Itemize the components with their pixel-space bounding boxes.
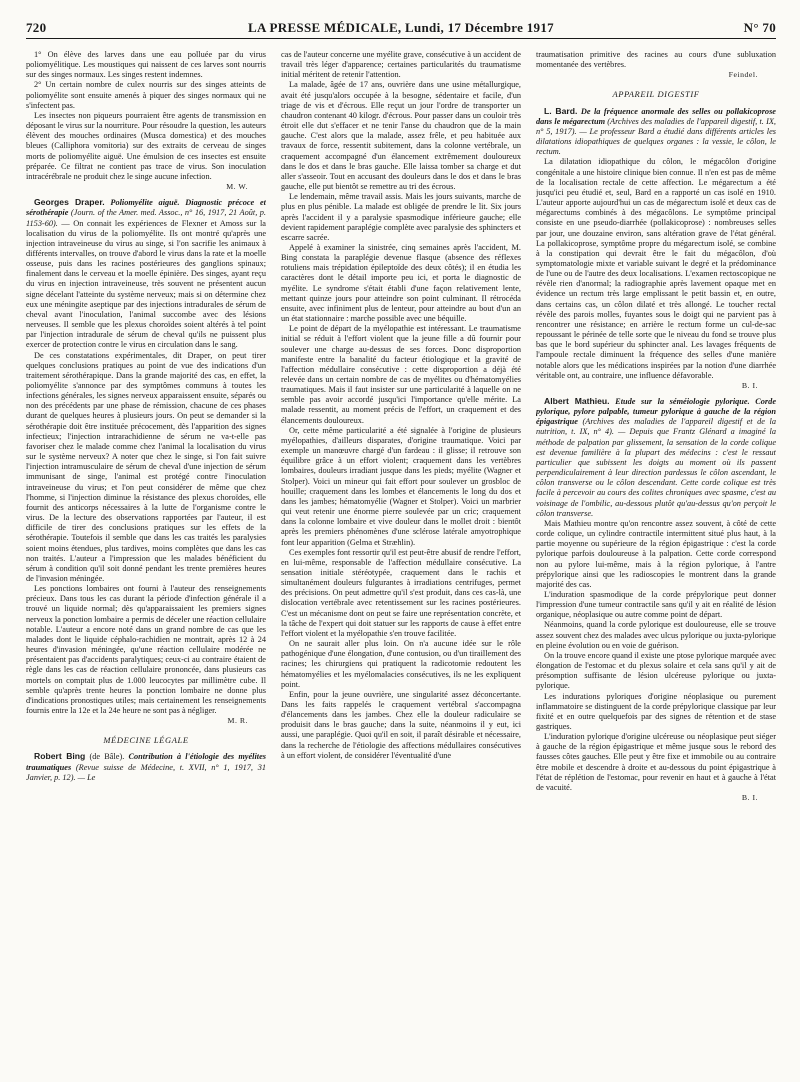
signature: Feindel. — [728, 70, 758, 80]
article-reference: (Archives des maladies de l'appareil digestif et de la nutrition, t. IX, n° 4). — Depuis que Frantz Glénard a imaginé la méthode de palpation par glissement, la sensation de la corde colique est devenue familière à la plupart des médecins : c'est le ressaut particulier que subissent les doigts au moment où ils passent perpendiculairement à leur direction pardessus le côlon ascendant, le côlon transverse ou le côlon descendant. Cette corde colique est très facile à percevoir au cours des colites chroniques avec spasme, c'est au voisinage de l'ombilic, au-dessous plutôt qu'au-dessus qu'on perçoit le côlon transverse. — [536, 417, 776, 518]
paragraph: cas de l'auteur concerne une myélite grave, consécutive à un accident de travail très léger d'apparence; certaines particularités du traumatisme initial méritent de retenir l'attention. — [281, 50, 521, 80]
paragraph: Or, cette même particularité a été signalée à l'origine de plusieurs myélopathies, d'ailleurs disparates, d'origine traumatique. Voici par exemple un manœuvre chargé d'un fardeau : il glisse; il retrouve son équilibre grâce à un effort violent; craquement dans les vertèbres lombaires, douleurs irradiant jusque dans les pieds; myélite (Wagner et Stolper). Voici un mineur qui fait effort pour soulever un grosbloc de houille; craquement dans les lombes et élancements le long du dos et dans les jambes; hématomyélie (Wagner et Stolper). Voici un marbrier qui veut retenir une énorme pierre soulevée par un cric; craquement dans la colonne lombaire et vive douleur dans le mollet droit : bientôt après les premiers phénomènes d'une sclérose latérale amyotrophique font leur apparition (Gelma et Stræhlin). — [281, 425, 521, 547]
article-author: Albert Mathieu. — [544, 396, 610, 406]
article-author: Georges Draper. — [34, 197, 105, 208]
article-author: L. Bard. — [544, 105, 578, 116]
paragraph: De ces constatations expérimentales, dit Draper, on peut tirer quelques conclusions pratiques au point de vue des indications d'un traitement sérothérapique. Dans la grande majorité des cas, en effet, la poliomyélite s'annonce par des symptômes communs à toutes les infections générales, les signes nerveux apparaissent ensuite, séparés ou non des précédents par une phase de rémission, chacune de ces phases durant de quelques heures à plusieurs jours. On peut se demander si la sérothérapie doit être instituée précocement, dès l'apparition des signes infectieux; l'injection intrarachidienne de sérum ne va-t-elle pas favoriser chez le malade comme chez l'animal la localisation du virus sur le système nerveux? A noter que chez le singe, si l'on fait suivre l'injection intramusculaire de sérum de cheval d'une injection de sérum immunisant de singe, l'animal est protégé contre l'inoculation intraveineuse du virus; et l'on peut considérer de même que chez l'homme, si l'injection diminue la résistance des plexus choroïdes, elle fournit des anticorps nécessaires à la lutte de l'organisme contre le virus. De la lecture des observations rapportées par l'auteur, il est difficile de tirer des conclusions pratiques sur les effets de la sérothérapie. Toutefois il semble que dans les cas traités les paralysies soient moins étendues, plus tardives, moins complètes que dans les cas non traités. L'auteur a l'impression que les malades bénéficient du sérum à condition qu'il soit donné pendant les trente premières heures de l'invasion méningée. — [26, 350, 266, 583]
paragraph: Mais Mathieu montre qu'on rencontre assez souvent, à côté de cette corde colique, un cylindre contractile intermittent situé plus haut, à la partie moyenne ou supérieure de la région épigastrique : c'est la corde pylorique parfois douloureuse à la palpation. Cette corde correspond non au pylore lui-même, mais à la région pylorique, à l'antre prépylorique ainsi que les radioscopies le montrent dans la grande majorité des cas. — [536, 518, 776, 589]
signature: M. W. — [226, 182, 248, 192]
section-heading: APPAREIL DIGESTIF — [612, 89, 700, 100]
article-title: Poliomyélite aiguë. Diagnostic précoce et sérothérapie — [26, 198, 266, 218]
paragraph: Ces exemples font ressortir qu'il est peut-être abusif de rendre l'effort, en lui-même, responsable de l'affection médullaire consécutive. La sensation initiale stéréotypée, craquement dans le rachis et simultanément douleurs fulgurantes à irradiations centrifuges, permet des précisions. On peut admettre qu'il s'est produit, dans ces cas-là, une dislocation vertébrale avec retentissement sur les racines postérieures. C'est un mécanisme dont on peut se faire une représentation concrète, et la tâche de l'expert qui doit statuer sur les rapports de cause à effet entre l'effort violent et la myélopathie s'en trouve facilitée. — [281, 547, 521, 638]
article-title: Etude sur la séméiologie pylorique. Corde pylorique, pylore palpable, tumeur pylorique à gauche de la région épigastrique — [536, 397, 776, 427]
paragraph: 1° On élève des larves dans une eau polluée par du virus poliomyélitique. Les moustiques qui naissent de ces larves sont nourris sur des singes normaux. Les singes restent indemnes. — [26, 50, 266, 80]
article-intro — [536, 106, 776, 158]
paragraph: Le point de départ de la myélopathie est intéressant. Le traumatisme initial se réduit à l'effort violent que la jeune fille a dû fournir pour soulever une charge au-dessus de ses forces. Donc disproportion manifeste entre la banalité du facteur étiologique et la gravité de l'affection médullaire consécutive : cette disproportion a déjà été relevée dans un certain nombre de cas de myélites ou d'hématomyélies traumatiques. Mais il faut insister sur une particularité à laquelle on ne semble pas avoir accordé jusqu'ici l'importance qu'elle mérite. La malade ressentit, au moment précis de l'effort, un craquement et des élancements douloureux. — [281, 324, 521, 425]
signature: M. R. — [227, 716, 248, 726]
journal-page — [26, 20, 776, 1070]
issue-number: N° 70 — [743, 20, 776, 35]
paragraph: Les insectes non piqueurs pourraient être agents de transmission en déposant le virus sur la nourriture. Pour résoudre la question, les auteurs élèvent des mouches ordinaires (Musca domestica) et des mouches bleues (Calliphora vomitoria) sur des extraits de cerveau de singes morts de poliomyélite aiguë. Une émulsion de ces insectes est ensuite préparée. Ce filtrat ne contient pas trace de virus. Son inoculation intracérébrale ne produit chez le singe aucune infection. — [26, 110, 266, 181]
paragraph: L'induration pylorique d'origine ulcéreuse ou néoplasique peut siéger à gauche de la région épigastrique et même jusque sous le rebord des fausses côtes gauches. Elle peut y être fixe et immobile ou au contraire être mobile et descendre à droite et au-dessous du point épigastrique à l'état de réplétion de l'estomac, pour revenir en haut et à gauche à l'état de vacuité. — [536, 732, 776, 792]
article-intro — [536, 396, 776, 519]
article-reference: (Revue suisse de Médecine, t. XVII, n° 1, 1917, 31 Janvier, p. 12). — Le — [26, 762, 266, 782]
column-right — [536, 50, 776, 1070]
author-location: (de Bâle). — [89, 752, 125, 762]
paragraph: L'induration spasmodique de la corde prépylorique peut donner l'impression d'une tumeur contractile sans qu'il y ait en réalité de lésion organique, néoplasique ou autre comme point de départ. — [536, 589, 776, 620]
paragraph: Les ponctions lombaires ont fourni à l'auteur des renseignements précieux. Dans tous les cas durant la période d'infection générale il a trouvé un liquide normal; dès qu'apparaissaient les premiers signes nerveux la ponction lombaire a permis de déceler une réaction cellulaire notable. L'auteur a encore noté dans un grand nombre de cas que les malades dont le liquide céphalo-rachidien ne montrait, après 12 à 24 heures d'invasion méningée, qu'une réaction cellulaire modérée ne présentaient pas d'accidents paralytiques; ceux-ci au contraire étaient de règle dans les cas de réaction cellulaire prononcée, dans plusieurs cas mortels on comptait plus de 1.000 leucocytes par millimètre cube. Il semble qu'après trente heures la ponction lombaire ne donne plus d'indications pronostiques utiles; mais certainement les renseignements fournis entre la 12e et la 24e heure ne sont pas à négliger. — [26, 584, 266, 715]
paragraph: On la trouve encore quand il existe une ptose pylorique marquée avec élongation de l'estomac et du plexus solaire et cela sans qu'il y ait de présomption suffisante de lésion ulcéreuse pylorique ou juxta-pylorique. — [536, 650, 776, 691]
paragraph: Le lendemain, même travail assis. Mais les jours suivants, marche de plus en plus pénible. La malade est obligée de prendre le lit. Six jours après l'accident il y a paralysie spasmodique inférieure gauche; elle devient rapidement paraplégie complète avec paralysie des sphincters et escarre sacrée. — [281, 192, 521, 242]
article-title: De la fréquence anormale des selles ou pollakicoprose dans le mégarectum — [536, 106, 776, 126]
page-number: 720 — [26, 20, 47, 35]
section-heading: MÉDECINE LÉGALE — [103, 735, 189, 746]
paragraph: La malade, âgée de 17 ans, ouvrière dans une usine métallurgique, avait été jusqu'alors occupée à la besogne, sédentaire et facile, d'un triage de vis et d'écrous. Elle reçut un jour l'ordre de transporter un chaudron contenant 40 kilogr. d'écrous. Pour passer dans un couloir très étroit elle dut s'effacer et ne tenir l'anse du chaudron que de la main gauche. C'est alors que la malade, assez frêle, et peu habituée aux travaux de force, ressentit subitement, dans la colonne vertébrale, un craquement accompagné d'un élancement extrêmement douloureux dans le dos et dans le bras gauche. Elle laissa tomber sa charge et dut aller s'asseoir. Tout en accusant des douleurs dans le dos et dans le bras gauche, elle put bientôt se remettre au tri des écrous. — [281, 80, 521, 192]
article-reference: (Archives des maladies de l'appareil digestif, t. IX, n° 5, 1917). — Le professeur Bard a étudié dans différents articles les dilatations idiopathiques de quelques organes : la vessie, le côlon, le rectum. — [536, 116, 776, 157]
article-intro — [26, 751, 266, 782]
journal-title: LA PRESSE MÉDICALE, Lundi, 17 Décembre 1917 — [248, 20, 554, 35]
signature: B. I. — [741, 380, 758, 390]
paragraph: La dilatation idiopathique du côlon, le mégacôlon d'origine congénitale a une histoire clinique bien connue. Il n'en est pas de même de la localisation rectale de cette affection. Le mégarectum a été jusqu'ici peu étudié et, seul, Bard en a rapporté un cas isolé en 1910. L'auteur apporte aujourd'hui un cas de mégarectum isolé et deux cas de mégarectums combinés à des mégacôlons. Le symptôme principal consiste en une pseudo-diarrhée (pollakicoprose) : nombreuses selles par jour, une douzaine environ, sans altération grave de l'état général. La pollakicoprose, symptôme propre du mégarectum isolé, se combine à la constipation qui devrait être le fait du mégacôlon, d'où symptomatologie mixte et variable suivant le degré et la prédominance de l'une ou de l'autre des deux localisations. L'examen rectoscopique ne révèle rien d'anormal; la radiographie après lavement opaque met en évidence un rectum très large emplissant le petit bassin et, en outre, dans certains cas, un côlon dilaté et très allongé. Le toucher rectal révèle des parois molles, fuyantes sous le doigt qui ne parvient pas à rencontrer une résistance; en arrière le rectum forme un cul-de-sac repoussant le périnée de telle sorte que le niveau du fond se trouve plus bas que le bord supérieur du sphincter anal. Les lavages fréquents de l'ampoule rectale diminuent la fréquence des selles d'une manière notable alors que les médications inspirées par la notion d'une diarrhée véritable ont, au contraire, une influence défavorable. — [536, 157, 776, 380]
article-intro: Georges Draper. Poliomyélite aiguë. Diagnostic précoce et sérothérapie (Journ. of the Amer. med. Assoc., n° 16, 1917, 21 Août, p. 1153-60). — On connait les expériences de Flexner et Amoss sur la localisation du virus de la poliomyélite. Ils ont montré qu'après une injection intraveineuse du virus au singe, si l'on sacrifie les animaux à différents intervalles, on trouve d'abord le virus dans la rate et la moelle osseuse, puis dans les racines postérieures des ganglions spinaux; finalement dans le cerveau et la moelle épinière. Des singes, ayant reçu du virus en injection intraveineuse, très souvent ne présentent aucun signe décelant l'atteinte du système nerveux; mais si on détermine chez eux une méningite aseptique par des injections intradurales de sérum de cheval avant l'inoculation, l'animal succombe avec des lésions nerveuses. Il semble que les plexus choroïdes soient altérés à tel point par l'injection intradurale de sérum de cheval qu'ils ne puissent plus exercer de protection contre le virus en circulation dans le sang. — [26, 197, 266, 350]
column-middle — [281, 50, 521, 1070]
paragraph: Les indurations pyloriques d'origine néoplasique ou purement inflammatoire se distinguent de la corde prépylorique classique par leur fixité et en outre quelquefois par des signes de rétention et de stase gastriques. — [536, 691, 776, 731]
article-reference: (Journ. of the Amer. med. Assoc., n° 16, 1917, 21 Août, p. 1153-60). — [26, 208, 266, 228]
signature: B. I. — [741, 793, 758, 803]
paragraph: 2° Un certain nombre de culex nourris sur des singes atteints de poliomyélite sont ensuite amenés à piquer des singes normaux qui ne s'infectent pas. — [26, 80, 266, 110]
text-columns — [26, 50, 776, 1070]
article-author: Robert Bing — [34, 751, 86, 762]
paragraph: Enfin, pour la jeune ouvrière, une singularité assez déconcertante. Dans les faits rappelés le craquement vertébral s'accompagna d'élancements dans les jambes. Chez elle la douleur radiculaire se produisit dans le bras gauche; dans la suite, néanmoins il y eut, ici aussi, une paraplégie. Quoi qu'il en soit, il paraît désirable et nécessaire, dans la recherche de l'étiologie des affections médullaires consécutives à un effort violent, de considérer l'éventualité d'une — [281, 689, 521, 760]
paragraph: On connait les expériences de Flexner et Amoss sur la localisation du virus de la poliomyélite. Ils ont montré qu'après une injection intraveineuse du virus au singe, si l'on sacrifie les animaux à différents intervalles, on trouve d'abord le virus dans la rate et la moelle osseuse, puis dans les racines postérieures des ganglions spinaux; finalement dans le cerveau et la moelle épinière. Des singes, ayant reçu du virus en injection intraveineuse, très souvent ne présentent aucun signe décelant l'atteinte du système nerveux; mais si on détermine chez eux une méningite aseptique par des injections intradurales de sérum de cheval avant l'inoculation, l'animal succombe avec des lésions nerveuses. Il semble que les plexus choroïdes soient altérés à tel point par l'injection intradurale de sérum de cheval qu'ils ne puissent plus exercer de protection contre le virus en circulation dans le sang. — [26, 218, 266, 350]
article-title: Contribution à l'étiologie des myélites traumatiques — [26, 752, 266, 772]
paragraph: On ne saurait aller plus loin. On n'a aucune idée sur le rôle pathogénique d'une élongation, d'une contusion, ou d'un tiraillement des racines; les chirurgiens qui pratiquent la radicotomie redoutent les hématomyélies et les myélomalacies consécutives, ils ne les expliquent point. — [281, 639, 521, 689]
paragraph: Appelé à examiner la sinistrée, cinq semaines après l'accident, M. Bing constata la paraplégie devenue flasque (absence des réflexes rotuliens mais trépidation épileptoïde des deux côtés); il en étudia les caractères dont le détail importe peu ici, et porta le diagnostic de myélite. Le syndrome s'était établi d'une façon relativement lente, mettant quinze jours pour atteindre son point culminant. Il rétrocéda ensuite, avec infiniment plus de lenteur, pour atteindre au bout d'un an un état stationnaire : marche possible avec une béquille. — [281, 242, 521, 324]
paragraph: traumatisation primitive des racines au cours d'une subluxation momentanée des vertèbres. — [536, 50, 776, 70]
paragraph: Néanmoins, quand la corde pylorique est douloureuse, elle se trouve assez souvent chez des malades avec ulcus pylorique ou juxta-pylorique en pleine évolution ou en voie de guérison. — [536, 620, 776, 650]
column-left — [26, 50, 266, 1070]
page-header — [26, 20, 776, 39]
